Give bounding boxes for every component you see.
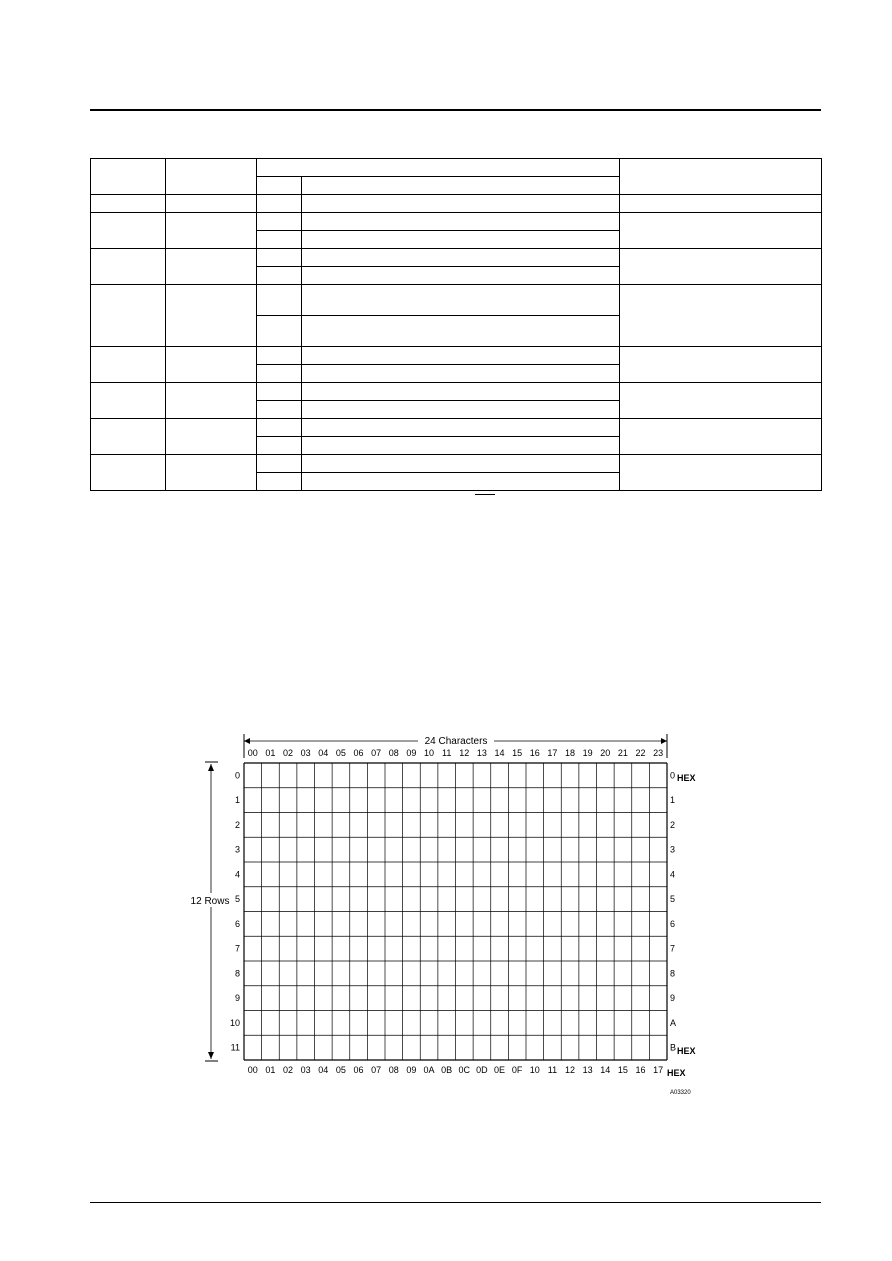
- right-row-labels: [670, 770, 676, 1052]
- footer-rule: [90, 1202, 821, 1203]
- right-row-label: A: [670, 1017, 677, 1028]
- top-column-label: 10: [424, 748, 435, 758]
- bottom-column-label: 0F: [511, 1065, 523, 1075]
- top-column-label: 03: [300, 748, 311, 758]
- top-column-label: 13: [476, 748, 487, 758]
- rows-arrow-down-icon: [208, 1052, 214, 1059]
- top-column-label: 15: [512, 748, 523, 758]
- bottom-column-label: 00: [247, 1065, 258, 1075]
- bottom-column-label: 0B: [441, 1065, 453, 1075]
- rows-arrow-up-icon: [208, 764, 214, 771]
- right-row-label: 8: [670, 968, 676, 979]
- bottom-column-label: 0E: [494, 1065, 506, 1075]
- figure-code: A03320: [670, 1090, 691, 1096]
- left-row-label: 1: [234, 795, 240, 806]
- bottom-column-label: 10: [529, 1065, 540, 1075]
- left-row-label: 4: [234, 869, 240, 880]
- bottom-column-label: 08: [388, 1065, 399, 1075]
- top-column-label: 12: [459, 748, 470, 758]
- bottom-column-label: 05: [335, 1065, 346, 1075]
- top-column-label: 19: [582, 748, 593, 758]
- bottom-column-label: 06: [353, 1065, 364, 1075]
- bottom-column-label: 0C: [458, 1065, 471, 1075]
- top-column-label: 18: [565, 748, 576, 758]
- top-column-label: 02: [283, 748, 294, 758]
- top-column-label: 05: [335, 748, 346, 758]
- bottom-column-label: 0D: [476, 1065, 488, 1075]
- bottom-column-labels: [248, 1065, 663, 1075]
- top-column-label: 01: [265, 748, 276, 758]
- bottom-column-label: 01: [265, 1065, 276, 1075]
- left-row-label: 2: [234, 819, 240, 830]
- right-row-label: 5: [670, 894, 676, 905]
- bottom-column-label: 17: [653, 1065, 664, 1075]
- bottom-column-label: 0A: [423, 1065, 435, 1075]
- left-row-label: 0: [234, 770, 240, 781]
- right-row-label: 2: [670, 819, 676, 830]
- right-row-label: 9: [670, 993, 676, 1004]
- hex-suffix-right-bottom: HEX: [677, 1046, 696, 1056]
- side-label: 12 Rows: [190, 896, 230, 907]
- top-column-label: 08: [388, 748, 399, 758]
- hex-suffix-bottom: HEX: [667, 1068, 686, 1078]
- span-arrow-right-icon: [661, 738, 667, 744]
- span-arrow-left-icon: [244, 738, 250, 744]
- bottom-column-label: 11: [547, 1065, 558, 1075]
- bottom-column-label: 14: [600, 1065, 611, 1075]
- left-row-label: 11: [230, 1042, 240, 1053]
- grid-lines: [244, 763, 667, 1060]
- left-row-labels: [230, 770, 240, 1052]
- top-column-label: 21: [617, 748, 628, 758]
- top-column-label: 20: [600, 748, 611, 758]
- top-column-label: 17: [547, 748, 558, 758]
- bottom-column-label: 02: [283, 1065, 294, 1075]
- top-column-label: 04: [318, 748, 329, 758]
- span-label: 24 Characters: [424, 736, 488, 747]
- top-column-labels: [248, 748, 663, 758]
- right-row-label: 4: [670, 869, 676, 880]
- top-column-label: 23: [653, 748, 664, 758]
- left-row-label: 5: [234, 894, 240, 905]
- right-row-label: 3: [670, 844, 676, 855]
- right-row-label: 7: [670, 943, 676, 954]
- bottom-column-label: 15: [617, 1065, 628, 1075]
- top-column-label: 06: [353, 748, 364, 758]
- bottom-column-label: 16: [635, 1065, 646, 1075]
- top-column-label: 22: [635, 748, 646, 758]
- left-row-label: 7: [234, 943, 240, 954]
- left-row-label: 10: [229, 1017, 240, 1028]
- top-column-label: 16: [529, 748, 540, 758]
- right-row-label: 6: [670, 918, 676, 929]
- bottom-column-label: 13: [582, 1065, 593, 1075]
- bottom-column-label: 07: [371, 1065, 382, 1075]
- hex-suffix-right-top: HEX: [677, 773, 696, 783]
- left-row-label: 3: [234, 844, 240, 855]
- bottom-column-label: 03: [300, 1065, 311, 1075]
- right-row-label: 0: [670, 770, 676, 781]
- left-row-label: 8: [234, 968, 240, 979]
- bottom-column-label: 09: [406, 1065, 417, 1075]
- top-column-label: 09: [406, 748, 417, 758]
- left-row-label: 6: [234, 918, 240, 929]
- top-column-label: 14: [494, 748, 505, 758]
- left-row-label: 9: [234, 993, 240, 1004]
- bottom-column-label: 12: [565, 1065, 576, 1075]
- top-column-label: 11: [442, 748, 452, 758]
- right-row-label: 1: [670, 795, 676, 806]
- right-row-label: B: [670, 1042, 677, 1053]
- bottom-column-label: 04: [318, 1065, 329, 1075]
- top-column-label: 00: [247, 748, 258, 758]
- top-column-label: 07: [371, 748, 382, 758]
